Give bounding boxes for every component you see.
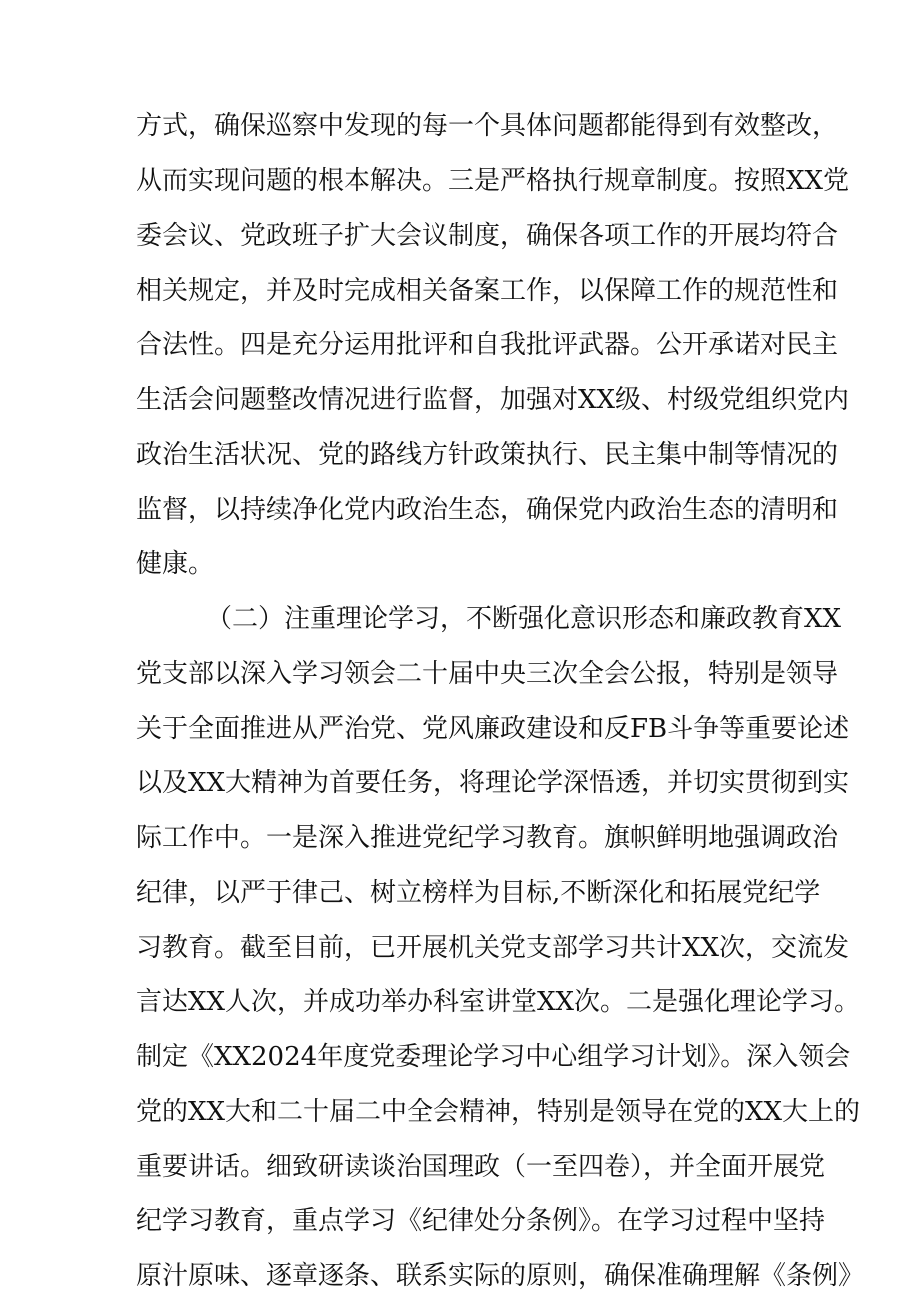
text-line: 际工作中。一是深入推进党纪学习教育。旗帜鲜明地强调政治 [136, 823, 839, 853]
text-line: 合法性。四是充分运用批评和自我批评武器。公开承诺对民主 [136, 330, 839, 360]
text-line: 言达XX人次，并成功举办科室讲堂XX次。二是强化理论学习。 [136, 987, 861, 1017]
text-line: 制定《XX2024年度党委理论学习中心组学习计划》。深入领会 [136, 1042, 851, 1072]
section-heading: （二）注重理论学习，不断强化意识形态和廉政教育XX [206, 604, 842, 634]
text-line: 原汁原味、逐章逐条、联系实际的原则，确保准确理解《条例》 [136, 1261, 865, 1291]
text-line: 习教育。截至目前，已开展机关党支部学习共计XX次，交流发 [136, 933, 850, 963]
text-line: 关于全面推进从严治党、党风廉政建设和反FB斗争等重要论述 [136, 714, 850, 744]
text-line: 党支部以深入学习领会二十届中央三次全会公报，特别是领导 [136, 659, 839, 689]
text-line: 以及XX大精神为首要任务，将理论学深悟透，并切实贯彻到实 [136, 768, 850, 798]
text-line: 重要讲话。细致研读谈治国理政（一至四卷），并全面开展党 [136, 1152, 826, 1182]
text-line: 相关规定，并及时完成相关备案工作，以保障工作的规范性和 [136, 276, 839, 306]
text-line: 方式，确保巡察中发现的每一个具体问题都能得到有效整改， [136, 111, 839, 141]
text-line: 生活会问题整改情况进行监督，加强对XX级、村级党组织党内 [136, 385, 850, 415]
text-line: 纪学习教育，重点学习《纪律处分条例》。在学习过程中坚持 [136, 1206, 826, 1236]
text-line: 健康。 [136, 549, 215, 579]
text-line: 纪律，以严于律己、树立榜样为目标,不断深化和拓展党纪学 [136, 878, 821, 908]
text-line: 从而实现问题的根本解决。三是严格执行规章制度。按照XX党 [136, 166, 850, 196]
text-line: 监督，以持续净化党内政治生态，确保党内政治生态的清明和 [136, 495, 839, 525]
text-line: 委会议、党政班子扩大会议制度，确保各项工作的开展均符合 [136, 221, 839, 251]
text-line: 党的XX大和二十届二中全会精神，特别是领导在党的XX大上的 [136, 1097, 861, 1127]
text-line: 政治生活状况、党的路线方针政策执行、民主集中制等情况的 [136, 440, 839, 470]
